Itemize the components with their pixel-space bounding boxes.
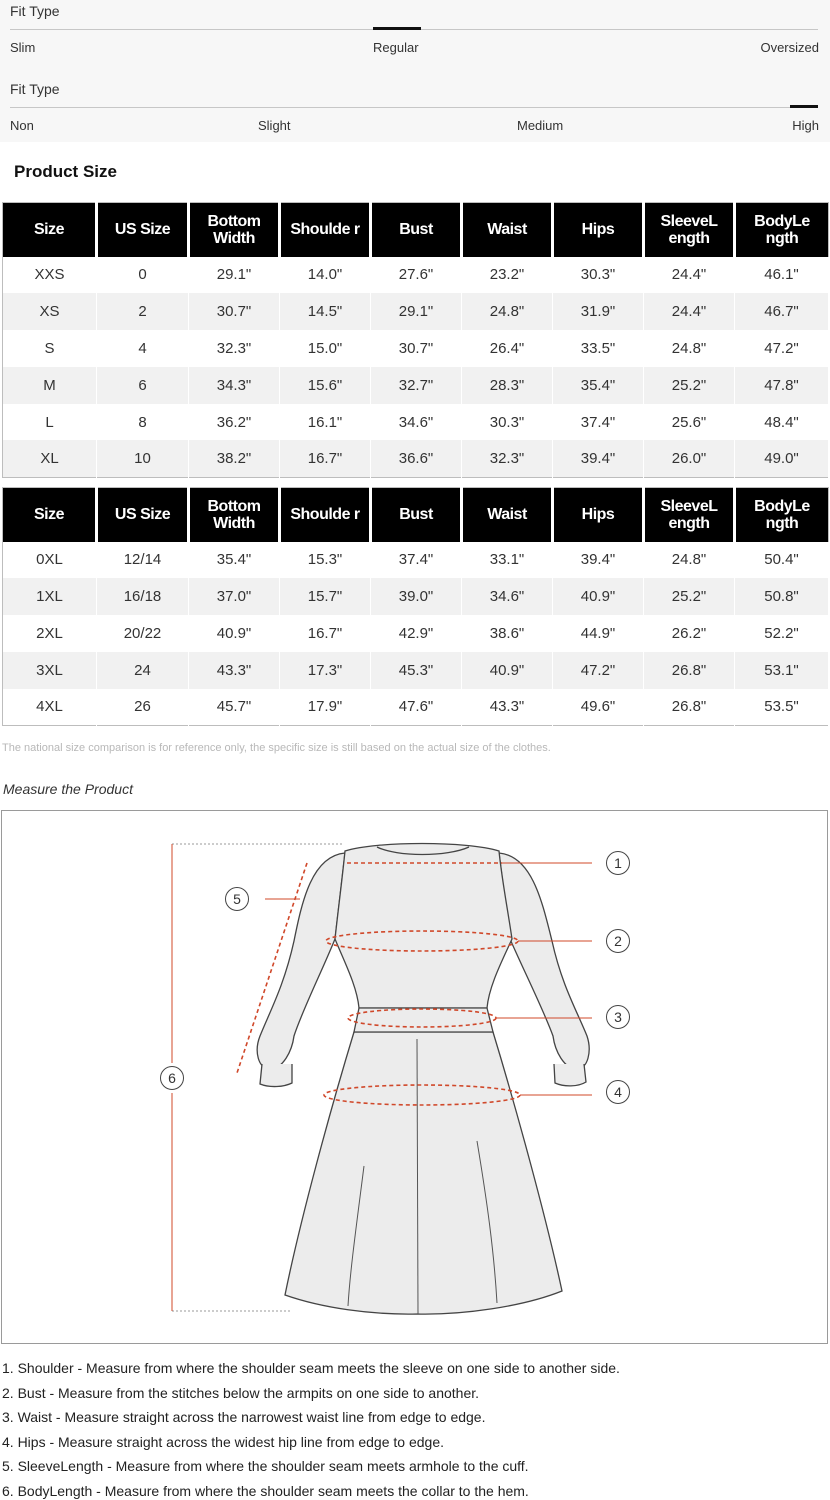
cell-body-length: 47.2" — [735, 330, 829, 367]
cell-bust: 39.0" — [371, 578, 462, 615]
col-header-sleeve-length: SleeveL ength — [644, 203, 735, 257]
cell-size: 2XL — [3, 615, 97, 652]
cell-bust: 42.9" — [371, 615, 462, 652]
cell-hips: 47.2" — [553, 652, 644, 689]
fit-label-non: Non — [10, 118, 34, 133]
cell-hips: 49.6" — [553, 689, 644, 726]
col-header-bottom-width: Bottom Width — [189, 203, 280, 257]
size-chart-table-plus — [2, 487, 829, 726]
col-header-bottom-width: Bottom Width — [189, 488, 280, 542]
cell-hips: 31.9" — [553, 293, 644, 330]
cell-sleeve-length: 26.2" — [644, 615, 735, 652]
cell-body-length: 53.1" — [735, 652, 829, 689]
instruction-hips: 4. Hips - Measure straight across the widest hip line from edge to edge. — [2, 1433, 444, 1450]
table-row — [3, 440, 829, 477]
cell-shoulder: 14.0" — [280, 257, 371, 294]
instruction-shoulder: 1. Shoulder - Measure from where the shoulder seam meets the sleeve on one side to another side. — [2, 1360, 620, 1376]
cell-sleeve-length: 26.8" — [644, 689, 735, 726]
col-header-size: Size — [3, 488, 97, 542]
dress-illustration — [2, 811, 827, 1343]
fit-type-selected-marker — [373, 27, 421, 30]
cell-sleeve-length: 24.4" — [644, 257, 735, 294]
cell-sleeve-length: 26.8" — [644, 652, 735, 689]
cell-shoulder: 15.7" — [280, 578, 371, 615]
cell-us-size: 2 — [97, 293, 189, 330]
table-row — [3, 542, 829, 579]
table-header-row — [3, 203, 829, 257]
cell-bottom-width: 30.7" — [189, 293, 280, 330]
product-size-heading: Product Size — [14, 162, 117, 181]
col-header-hips: Hips — [553, 488, 644, 542]
marker-5 — [226, 888, 249, 911]
instruction-waist: 3. Waist - Measure straight across the narrowest waist line from edge to edge. — [2, 1409, 486, 1426]
col-header-bust: Bust — [371, 488, 462, 542]
table-row — [3, 293, 829, 330]
table-row — [3, 367, 829, 404]
col-header-us-size: US Size — [97, 203, 189, 257]
dress-bodice — [335, 844, 512, 1009]
fit-type-title: Fit Type — [10, 81, 60, 97]
col-header-shoulder: Shoulde r — [280, 203, 371, 257]
cell-body-length: 49.0" — [735, 440, 829, 477]
fit-label-regular: Regular — [373, 40, 419, 55]
col-header-body-length: BodyLe ngth — [735, 203, 829, 257]
table-row — [3, 615, 829, 652]
fit-type-title: Fit Type — [10, 3, 60, 19]
cell-waist: 24.8" — [462, 293, 553, 330]
cell-bust: 37.4" — [371, 542, 462, 579]
cell-size: S — [3, 330, 97, 367]
cell-waist: 23.2" — [462, 257, 553, 294]
cell-us-size: 24 — [97, 652, 189, 689]
cell-bottom-width: 38.2" — [189, 440, 280, 477]
cell-waist: 43.3" — [462, 689, 553, 726]
col-header-waist: Waist — [462, 203, 553, 257]
cell-waist: 33.1" — [462, 542, 553, 579]
marker-2 — [607, 930, 630, 953]
marker-3 — [607, 1006, 630, 1029]
cell-sleeve-length: 25.6" — [644, 404, 735, 441]
cell-shoulder: 15.0" — [280, 330, 371, 367]
cell-sleeve-length: 24.8" — [644, 330, 735, 367]
cell-body-length: 46.7" — [735, 293, 829, 330]
fit-label-slim: Slim — [10, 40, 36, 55]
table-row — [3, 257, 829, 294]
marker-5-label: 5 — [233, 891, 241, 907]
table-row — [3, 652, 829, 689]
marker-6-label: 6 — [168, 1070, 176, 1086]
cell-sleeve-length: 24.8" — [644, 542, 735, 579]
cell-bottom-width: 45.7" — [189, 689, 280, 726]
cell-bottom-width: 40.9" — [189, 615, 280, 652]
cell-body-length: 52.2" — [735, 615, 829, 652]
cell-sleeve-length: 24.4" — [644, 293, 735, 330]
cell-us-size: 0 — [97, 257, 189, 294]
cell-body-length: 50.8" — [735, 578, 829, 615]
cell-hips: 35.4" — [553, 367, 644, 404]
marker-1 — [607, 852, 630, 875]
cell-us-size: 6 — [97, 367, 189, 404]
cell-waist: 40.9" — [462, 652, 553, 689]
cell-shoulder: 15.3" — [280, 542, 371, 579]
cell-size: XL — [3, 440, 97, 477]
fit-type-slider-fit — [0, 0, 830, 70]
cell-bust: 36.6" — [371, 440, 462, 477]
cell-us-size: 20/22 — [97, 615, 189, 652]
cell-waist: 30.3" — [462, 404, 553, 441]
table-row — [3, 330, 829, 367]
cell-shoulder: 16.7" — [280, 440, 371, 477]
cell-body-length: 47.8" — [735, 367, 829, 404]
instruction-bust: 2. Bust - Measure from the stitches below the armpits on one side to another. — [2, 1384, 480, 1401]
cell-shoulder: 16.7" — [280, 615, 371, 652]
marker-4 — [607, 1081, 630, 1104]
marker-4-label: 4 — [614, 1084, 622, 1100]
cell-us-size: 26 — [97, 689, 189, 726]
col-header-shoulder: Shoulde r — [280, 488, 371, 542]
dress-left-sleeve — [257, 853, 345, 1069]
cell-shoulder: 15.6" — [280, 367, 371, 404]
instruction-body-length: 6. BodyLength - Measure from where the shoulder seam meets the collar to the hem. — [2, 1482, 529, 1499]
cell-bust: 30.7" — [371, 330, 462, 367]
fit-type-track — [10, 107, 818, 108]
cell-bust: 27.6" — [371, 257, 462, 294]
cell-us-size: 4 — [97, 330, 189, 367]
cell-hips: 44.9" — [553, 615, 644, 652]
fit-type-selected-marker — [790, 105, 818, 108]
cell-bottom-width: 34.3" — [189, 367, 280, 404]
cell-bust: 32.7" — [371, 367, 462, 404]
col-header-us-size: US Size — [97, 488, 189, 542]
cell-bottom-width: 43.3" — [189, 652, 280, 689]
col-header-waist: Waist — [462, 488, 553, 542]
measurement-instructions — [2, 1356, 828, 1500]
cell-waist: 38.6" — [462, 615, 553, 652]
cell-waist: 26.4" — [462, 330, 553, 367]
fit-label-high: High — [792, 118, 819, 133]
cell-bottom-width: 37.0" — [189, 578, 280, 615]
size-comparison-note: The national size comparison is for reference only, the specific size is still based on the actual size of the clothes. — [2, 742, 551, 754]
cell-hips: 39.4" — [553, 542, 644, 579]
cell-shoulder: 16.1" — [280, 404, 371, 441]
col-header-size: Size — [3, 203, 97, 257]
measurement-diagram — [1, 810, 828, 1344]
table-row — [3, 689, 829, 726]
cell-sleeve-length: 25.2" — [644, 367, 735, 404]
cell-size: 3XL — [3, 652, 97, 689]
right-cuff — [554, 1064, 586, 1086]
cell-hips: 37.4" — [553, 404, 644, 441]
cell-body-length: 50.4" — [735, 542, 829, 579]
instruction-sleeve-length: 5. SleeveLength - Measure from where the shoulder seam meets armhole to the cuff. — [2, 1458, 529, 1475]
cell-waist: 28.3" — [462, 367, 553, 404]
cell-bottom-width: 36.2" — [189, 404, 280, 441]
cell-bust: 34.6" — [371, 404, 462, 441]
size-chart-table-regular — [2, 202, 829, 478]
cell-bust: 29.1" — [371, 293, 462, 330]
fit-label-slight: Slight — [258, 118, 291, 133]
cell-size: 0XL — [3, 542, 97, 579]
marker-6 — [161, 1067, 184, 1090]
cell-size: L — [3, 404, 97, 441]
cell-us-size: 12/14 — [97, 542, 189, 579]
cell-waist: 34.6" — [462, 578, 553, 615]
cell-sleeve-length: 26.0" — [644, 440, 735, 477]
cell-size: 4XL — [3, 689, 97, 726]
col-header-sleeve-length: SleeveL ength — [644, 488, 735, 542]
cell-us-size: 8 — [97, 404, 189, 441]
cell-shoulder: 17.9" — [280, 689, 371, 726]
marker-2-label: 2 — [614, 933, 622, 949]
cell-hips: 40.9" — [553, 578, 644, 615]
cell-body-length: 53.5" — [735, 689, 829, 726]
left-cuff — [260, 1064, 292, 1087]
cell-shoulder: 17.3" — [280, 652, 371, 689]
cell-sleeve-length: 25.2" — [644, 578, 735, 615]
cell-size: XS — [3, 293, 97, 330]
marker-1-label: 1 — [614, 855, 622, 871]
cell-size: XXS — [3, 257, 97, 294]
fit-label-medium: Medium — [517, 118, 564, 133]
cell-body-length: 46.1" — [735, 257, 829, 294]
col-header-hips: Hips — [553, 203, 644, 257]
cell-hips: 30.3" — [553, 257, 644, 294]
col-header-body-length: BodyLe ngth — [735, 488, 829, 542]
cell-bottom-width: 29.1" — [189, 257, 280, 294]
fit-type-slider-stretch — [0, 78, 830, 148]
measure-the-product-heading: Measure the Product — [3, 781, 133, 797]
cell-body-length: 48.4" — [735, 404, 829, 441]
cell-bottom-width: 35.4" — [189, 542, 280, 579]
marker-3-label: 3 — [614, 1009, 622, 1025]
cell-shoulder: 14.5" — [280, 293, 371, 330]
cell-hips: 39.4" — [553, 440, 644, 477]
col-header-bust: Bust — [371, 203, 462, 257]
table-row — [3, 404, 829, 441]
fit-type-panel — [0, 0, 830, 142]
dress-skirt — [285, 1032, 562, 1314]
cell-size: M — [3, 367, 97, 404]
cell-bottom-width: 32.3" — [189, 330, 280, 367]
cell-size: 1XL — [3, 578, 97, 615]
fit-label-oversized: Oversized — [760, 40, 819, 55]
table-row — [3, 578, 829, 615]
cell-waist: 32.3" — [462, 440, 553, 477]
cell-bust: 47.6" — [371, 689, 462, 726]
cell-hips: 33.5" — [553, 330, 644, 367]
cell-us-size: 16/18 — [97, 578, 189, 615]
table-header-row — [3, 488, 829, 542]
cell-bust: 45.3" — [371, 652, 462, 689]
cell-us-size: 10 — [97, 440, 189, 477]
dress-right-sleeve — [499, 853, 589, 1069]
